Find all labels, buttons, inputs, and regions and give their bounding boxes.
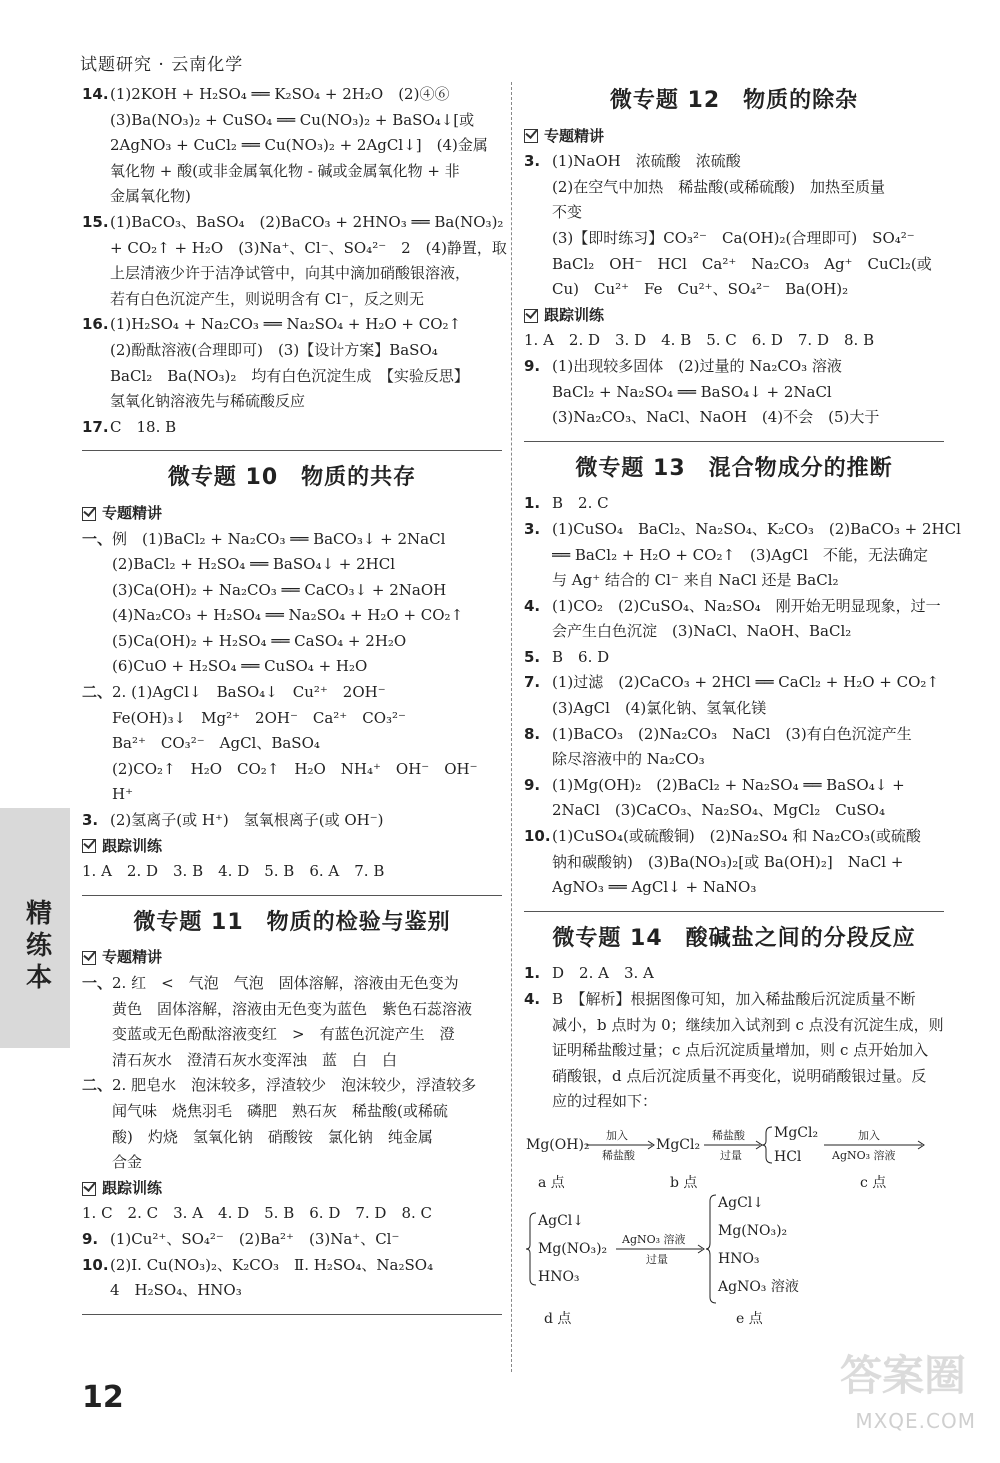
answer-line: 不变	[552, 203, 583, 222]
answer-item	[524, 354, 944, 431]
answer-line: AgNO₃ ══ AgCl↓ + NaNO₃	[552, 878, 757, 897]
answers-continued	[82, 82, 507, 440]
section-title: 微专题 11 物质的检验与鉴别	[133, 909, 451, 935]
answer-line: 合金	[112, 1153, 143, 1172]
answer-item	[82, 210, 507, 312]
answer-line: 酸) 灼烧 氢氧化钠 硝酸铵 氯化钠 纯金属	[112, 1127, 433, 1146]
answer-line: (3)Ca(OH)₂ + Na₂CO₃ ══ CaCO₃↓ + 2NaOH	[112, 580, 447, 599]
item-number: 5.	[524, 647, 541, 666]
answer-line: B 【解析】根据图像可知，加入稀盐酸后沉淀质量不断	[552, 990, 916, 1008]
answer-line: 4 H₂SO₄、HNO₃	[110, 1281, 242, 1300]
item-number: 15.	[82, 212, 109, 231]
subheading: 专题精讲	[524, 124, 944, 150]
item-number: 一、	[82, 974, 113, 992]
answer-line: 上层清液少许于洁净试管中，向其中滴加硝酸银溶液，	[110, 264, 471, 283]
answer-line: 黄色 固体溶解，溶液由无色变为蓝色 紫色石蕊溶液	[112, 999, 473, 1018]
answer-line: (1)Cu²⁺、SO₄²⁻ (2)Ba²⁺ (3)Na⁺、Cl⁻	[110, 1229, 400, 1248]
item-number: 1.	[524, 494, 541, 513]
answer-line: BaCl₂ + Na₂SO₄ ══ BaSO₄↓ + 2NaCl	[552, 382, 832, 401]
answer-item	[524, 491, 944, 517]
answer-line: (5)Ca(OH)₂ + H₂SO₄ ══ CaSO₄ + 2H₂O	[112, 631, 407, 650]
diagram-c2: HCl	[774, 1148, 802, 1165]
answer-line: (3)【即时练习】CO₃²⁻ Ca(OH)₂(合理即可) SO₄²⁻	[552, 228, 915, 247]
answer-line: (2)CO₂↑ H₂O CO₂↑ H₂O NH₄⁺ OH⁻ OH⁻	[112, 759, 478, 778]
answer-line: (1)CuSO₄(或硫酸铜) (2)Na₂SO₄ 和 Na₂CO₃(或硫酸	[552, 827, 921, 846]
answer-line: D 2. A 3. A	[552, 964, 654, 983]
answer-line: 2AgNO₃ + CuCl₂ ══ Cu(NO₃)₂ + 2AgCl↓] (4)金属	[110, 136, 488, 155]
answer-line: 例 (1)BaCl₂ + Na₂CO₃ ══ BaCO₃↓ + 2NaCl	[112, 529, 446, 548]
label-e: e 点	[736, 1310, 763, 1327]
answer-line: (1)H₂SO₄ + Na₂CO₃ ══ Na₂SO₄ + H₂O + CO₂↑	[110, 315, 462, 334]
answer-line: B 6. D	[552, 647, 610, 666]
item-number: 3.	[524, 152, 541, 171]
arrow-1-top: 加入	[606, 1128, 628, 1142]
answer-line: 应的过程如下：	[552, 1092, 658, 1111]
diagram-e1: AgCl↓	[718, 1194, 764, 1211]
item-number: 8.	[524, 724, 541, 743]
answer-line: (2)酚酞溶液(合理即可) (3)【设计方案】BaSO₄	[110, 340, 438, 359]
item-number: 4.	[524, 596, 541, 615]
answer-line: 与 Ag⁺ 结合的 Cl⁻ 来自 NaCl 还是 BaCl₂	[552, 571, 839, 590]
answer-line: 闻气味 烧焦羽毛 磷肥 熟石灰 稀盐酸(或稀硫	[112, 1101, 448, 1120]
section-rule	[524, 441, 944, 442]
section-11	[82, 910, 502, 1304]
pencil-check-icon	[82, 1182, 96, 1196]
answer-row: 1. A 2. D 3. D 4. B 5. C 6. D 7. D 8. B	[524, 331, 875, 350]
answer-item	[524, 594, 944, 645]
answer-line: BaCl₂ OH⁻ HCl Ca²⁺ Na₂CO₃ Ag⁺ CuCl₂(或	[552, 254, 932, 273]
answer-line: B 2. C	[552, 494, 609, 513]
brace-d	[526, 1213, 536, 1285]
answer-line: 清石灰水 澄清石灰水变浑浊 蓝 白 白	[112, 1050, 398, 1069]
answer-line: H⁺	[112, 785, 134, 804]
answer-line: (3)AgCl (4)氯化钠、氢氧化镁	[552, 699, 767, 718]
answer-line: ══ BaCl₂ + H₂O + CO₂↑ (3)AgCl 不能，无法确定	[552, 545, 928, 564]
arrow-4-top: AgNO₃ 溶液	[622, 1232, 686, 1246]
answer-item	[524, 961, 944, 987]
section-title: 微专题 10 物质的共存	[167, 465, 417, 491]
section-13	[524, 455, 961, 901]
label-c: c 点	[860, 1174, 887, 1191]
diagram-d3: HNO₃	[538, 1268, 580, 1285]
item-number: 1.	[524, 964, 541, 983]
answer-item	[82, 1073, 502, 1175]
section-title: 微专题 13 混合物成分的推断	[575, 455, 893, 481]
section-title: 微专题 12 物质的除杂	[609, 88, 859, 113]
answer-line: (6)CuO + H₂SO₄ ══ CuSO₄ + H₂O	[112, 657, 368, 676]
right-column	[524, 82, 961, 1338]
answer-line: 减小，b 点时为 0；继续加入试剂到 c 点没有沉淀生成，则	[552, 1015, 944, 1034]
page-number: 12	[82, 1380, 124, 1415]
arrow-3-top: 加入	[858, 1128, 880, 1142]
label-b: b 点	[670, 1174, 698, 1191]
item-number: 二、	[82, 683, 113, 702]
answer-line: (1)出现较多固体 (2)过量的 Na₂CO₃ 溶液	[552, 356, 842, 375]
answer-row: 1. A 2. D 3. B 4. D 5. B 6. A 7. B	[82, 862, 385, 881]
page-header: 试题研究 · 云南化学	[80, 55, 244, 75]
answer-line: 证明稀盐酸过量；c 点后沉淀质量增加，则 c 点开始加入	[552, 1041, 929, 1060]
answer-item	[82, 527, 502, 681]
diagram-c1: MgCl₂	[774, 1124, 819, 1141]
arrow-1-bottom: 稀盐酸	[602, 1148, 635, 1162]
subheading: 跟踪训练	[82, 834, 502, 860]
answer-item	[524, 722, 944, 773]
item-number: 4.	[524, 990, 541, 1008]
answer-item	[82, 415, 502, 441]
answer-item	[82, 1253, 502, 1304]
answer-line: (2)在空气中加热 稀盐酸(或稀硫酸) 加热至质量	[552, 177, 885, 196]
item-number: 14.	[82, 85, 109, 103]
item-number: 10.	[524, 827, 551, 846]
pencil-check-icon	[82, 839, 96, 853]
answer-line: (1)CuSO₄ BaCl₂、Na₂SO₄、K₂CO₃ (2)BaCO₃ + 2HCl	[552, 519, 961, 538]
answer-item	[82, 808, 502, 834]
section-rule	[524, 911, 944, 912]
answer-item	[82, 680, 502, 808]
item-number: 7.	[524, 673, 541, 692]
answer-item	[82, 312, 502, 414]
item-number: 二、	[82, 1076, 113, 1095]
section-rule	[82, 450, 502, 451]
answer-line: Fe(OH)₃↓ Mg²⁺ 2OH⁻ Ca²⁺ CO₃²⁻	[112, 708, 406, 727]
answer-line: (2)Ⅰ. Cu(NO₃)₂、K₂CO₃ Ⅱ. H₂SO₄、Na₂SO₄	[110, 1255, 434, 1274]
label-d: d 点	[544, 1310, 572, 1327]
answer-line: (3)Ba(NO₃)₂ + CuSO₄ ══ Cu(NO₃)₂ + BaSO₄↓[或	[110, 110, 475, 129]
answer-line: 除尽溶液中的 Na₂CO₃	[552, 750, 705, 769]
diagram-e3: HNO₃	[718, 1250, 760, 1267]
answer-line: 2. (1)AgCl↓ BaSO₄↓ Cu²⁺ 2OH⁻	[112, 683, 386, 702]
answer-line: (1)Mg(OH)₂ (2)BaCl₂ + Na₂SO₄ ══ BaSO₄↓ +	[552, 775, 905, 794]
subheading: 专题精讲	[82, 945, 502, 971]
diagram-d2: Mg(NO₃)₂	[538, 1240, 608, 1257]
answer-line: Cu) Cu²⁺ Fe Cu²⁺、SO₄²⁻ Ba(OH)₂	[552, 280, 849, 299]
diagram-e2: Mg(NO₃)₂	[718, 1222, 788, 1239]
answer-item	[524, 824, 944, 901]
answer-line: BaCl₂ Ba(NO₃)₂ 均有白色沉淀生成 【实验反思】	[110, 366, 469, 385]
answer-item	[524, 987, 944, 1115]
answer-line: (2)BaCl₂ + H₂SO₄ ══ BaSO₄↓ + 2HCl	[112, 555, 396, 574]
answer-item	[524, 517, 961, 594]
section-14	[524, 926, 944, 1338]
answer-item	[524, 645, 944, 671]
answer-item	[524, 149, 944, 303]
answer-item	[524, 670, 944, 721]
answer-line: 钠和碳酸钠) (3)Ba(NO₃)₂[或 Ba(OH)₂] NaCl +	[552, 852, 904, 871]
arrow-3-bottom: AgNO₃ 溶液	[832, 1148, 896, 1162]
watermark-text: MXQE.COM	[855, 1409, 976, 1433]
reaction-flow-diagram	[524, 1119, 934, 1329]
watermark-logo: 答案圈	[839, 1351, 966, 1400]
answer-line: 2. 肥皂水 泡沫较多，浮渣较少 泡沫较少，浮渣较多	[112, 1076, 477, 1095]
arrow-2-bottom: 过量	[720, 1148, 742, 1162]
answer-line: 硝酸银，d 点后沉淀质量不再变化，说明硝酸银过量。反	[552, 1066, 927, 1085]
item-number: 16.	[82, 315, 109, 334]
section-12	[524, 88, 944, 431]
diagram-b: MgCl₂	[656, 1136, 701, 1153]
subheading: 跟踪训练	[82, 1176, 502, 1202]
item-number: 10.	[82, 1255, 109, 1274]
pencil-check-icon	[524, 309, 538, 323]
pencil-check-icon	[82, 507, 96, 521]
answer-line: 金属氧化物)	[110, 187, 191, 206]
item-number: 9.	[524, 356, 541, 375]
subheading: 专题精讲	[82, 501, 502, 527]
brace-c	[762, 1127, 772, 1163]
answer-line: (1)2KOH + H₂SO₄ ══ K₂SO₄ + 2H₂O (2)④⑥	[110, 85, 450, 103]
column-divider	[511, 82, 512, 1372]
item-number: 9.	[82, 1229, 99, 1248]
answer-line: C 18. B	[110, 417, 177, 436]
answer-line: (3)Na₂CO₃、NaCl、NaOH (4)不会 (5)大于	[552, 408, 880, 427]
answer-line: 若有白色沉淀产生，则说明含有 Cl⁻，反之则无	[110, 289, 424, 308]
answer-line: 氢氧化钠溶液先与稀硫酸反应	[110, 392, 306, 411]
answer-line: (2)氢离子(或 H⁺) 氢氧根离子(或 OH⁻)	[110, 811, 384, 830]
item-number: 3.	[524, 519, 541, 538]
watermark	[776, 1343, 976, 1433]
item-number: 3.	[82, 811, 99, 830]
pencil-check-icon	[82, 951, 96, 965]
item-number: 17.	[82, 417, 109, 436]
section-10	[82, 465, 502, 885]
item-number: 一、	[82, 529, 113, 548]
answer-line: (1)BaCO₃ (2)Na₂CO₃ NaCl (3)有白色沉淀产生	[552, 724, 912, 743]
label-a: a 点	[538, 1174, 565, 1191]
answer-line: (1)CO₂ (2)CuSO₄、Na₂SO₄ 刚开始无明显现象，过一	[552, 596, 941, 615]
brace-e	[706, 1195, 716, 1303]
diagram-a: Mg(OH)₂	[526, 1136, 590, 1153]
left-column	[82, 82, 507, 1329]
answer-item	[82, 1227, 502, 1253]
section-title: 微专题 14 酸碱盐之间的分段反应	[552, 925, 916, 951]
answer-item	[82, 82, 502, 210]
section-rule	[82, 895, 502, 896]
arrow-4-bottom: 过量	[646, 1252, 668, 1266]
answer-line: 会产生白色沉淀 (3)NaCl、NaOH、BaCl₂	[552, 622, 852, 641]
answer-row: 1. C 2. C 3. A 4. D 5. B 6. D 7. D 8. C	[82, 1204, 433, 1223]
answer-line: 氧化物 + 酸(或非金属氧化物 - 碱或金属氧化物 + 非	[110, 161, 460, 180]
subheading: 跟踪训练	[524, 303, 944, 329]
diagram-d1: AgCl↓	[538, 1212, 584, 1229]
diagram-e4: AgNO₃ 溶液	[718, 1278, 799, 1295]
answer-line: 2NaCl (3)CaCO₃、Na₂SO₄、MgCl₂ CuSO₄	[552, 801, 885, 820]
answer-line: (1)BaCO₃、BaSO₄ (2)BaCO₃ + 2HNO₃ ══ Ba(NO₃)₂	[110, 212, 504, 231]
section-rule	[82, 1314, 502, 1315]
answer-line: Ba²⁺ CO₃²⁻ AgCl、BaSO₄	[112, 734, 320, 753]
answer-line: (1)NaOH 浓硫酸 浓硫酸	[552, 152, 741, 171]
answer-item	[82, 971, 502, 1073]
arrow-2-top: 稀盐酸	[712, 1128, 745, 1142]
answer-line: (1)过滤 (2)CaCO₃ + 2HCl ══ CaCl₂ + H₂O + CO₂↑	[552, 673, 939, 692]
answer-line: (4)Na₂CO₃ + H₂SO₄ ══ Na₂SO₄ + H₂O + CO₂↑	[112, 606, 464, 625]
answer-line: + CO₂↑ + H₂O (3)Na⁺、Cl⁻、SO₄²⁻ 2 (4)静置，取	[110, 238, 507, 257]
side-tab-label: 精练本	[26, 899, 53, 993]
pencil-check-icon	[524, 129, 538, 143]
answer-item	[524, 773, 944, 824]
answer-line: 2. 红 < 气泡 气泡 固体溶解，溶液由无色变为	[112, 974, 459, 992]
answer-line: 变蓝或无色酚酞溶液变红 > 有蓝色沉淀产生 澄	[112, 1025, 455, 1044]
item-number: 9.	[524, 775, 541, 794]
